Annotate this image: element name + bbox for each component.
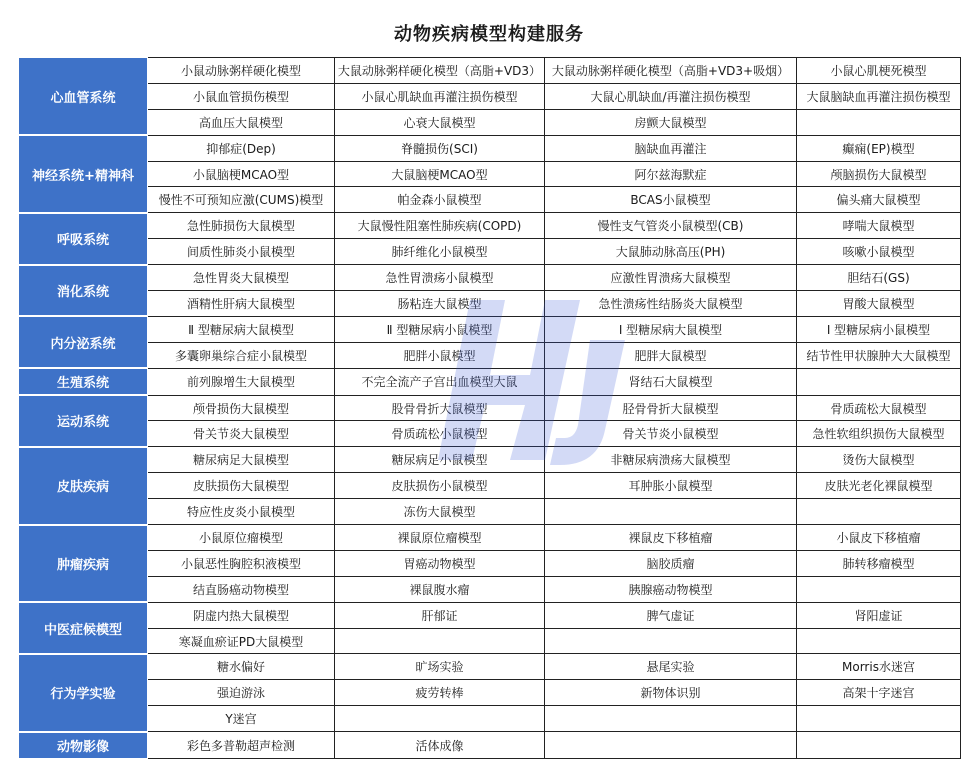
table-row [19,109,961,135]
model-cell: 脑胶质瘤 [545,550,797,576]
model-cell: 糖水偏好 [148,654,335,680]
model-cell: 脑缺血再灌注 [545,135,797,161]
model-cell: 皮肤损伤大鼠模型 [148,473,335,499]
model-cell: 肾阳虚证 [797,602,961,628]
model-cell: 非糖尿病溃疡大鼠模型 [545,447,797,473]
model-cell: 高血压大鼠模型 [148,109,335,135]
model-cell: 应激性胃溃疡大鼠模型 [545,265,797,291]
model-cell: 肺纤维化小鼠模型 [335,239,545,265]
model-cell: 寒凝血瘀证PD大鼠模型 [148,628,335,654]
table-row [19,499,961,525]
model-cell: 高架十字迷宫 [797,680,961,706]
category-cell: 神经系统+精神科 [19,135,148,213]
model-cell: 癫痫(EP)模型 [797,135,961,161]
table-row [19,187,961,213]
model-cell: 慢性支气管炎小鼠模型(CB) [545,213,797,239]
category-cell: 生殖系统 [19,368,148,395]
model-cell: 裸鼠腹水瘤 [335,576,545,602]
model-cell [545,628,797,654]
model-cell: 慢性不可预知应激(CUMS)模型 [148,187,335,213]
table-row [19,135,961,161]
model-cell: 胃酸大鼠模型 [797,291,961,317]
table-row [19,732,961,759]
model-cell: 偏头痛大鼠模型 [797,187,961,213]
model-cell: 悬尾实验 [545,654,797,680]
model-cell: 骨质疏松小鼠模型 [335,421,545,447]
model-cell: 急性溃疡性结肠炎大鼠模型 [545,291,797,317]
model-cell: 胫骨骨折大鼠模型 [545,395,797,421]
model-cell: 小鼠动脉粥样硬化模型 [148,58,335,84]
model-cell: 大鼠动脉粥样硬化模型（高脂+VD3+吸烟） [545,58,797,84]
category-cell: 肿瘤疾病 [19,525,148,603]
model-cell: 疲劳转棒 [335,680,545,706]
model-cell: 酒精性肝病大鼠模型 [148,291,335,317]
model-cell: Ⅰ 型糖尿病小鼠模型 [797,316,961,342]
model-cell: 小鼠血管损伤模型 [148,83,335,109]
model-cell [797,732,961,759]
model-cell: 咳嗽小鼠模型 [797,239,961,265]
model-cell: 颅骨损伤大鼠模型 [148,395,335,421]
model-cell: 彩色多普勒超声检测 [148,732,335,759]
model-cell: 小鼠脑梗MCAO型 [148,161,335,187]
model-cell: 心衰大鼠模型 [335,109,545,135]
table-row [19,239,961,265]
model-cell: 间质性肺炎小鼠模型 [148,239,335,265]
table-row [19,706,961,732]
model-cell: 大鼠动脉粥样硬化模型（高脂+VD3） [335,58,545,84]
model-cell [335,628,545,654]
model-cell: 结直肠癌动物模型 [148,576,335,602]
model-cell: 大鼠慢性阻塞性肺疾病(COPD) [335,213,545,239]
category-cell: 运动系统 [19,395,148,447]
model-cell: 糖尿病足大鼠模型 [148,447,335,473]
category-cell: 行为学实验 [19,654,148,732]
model-cell: 大鼠肺动脉高压(PH) [545,239,797,265]
page-title: 动物疾病模型构建服务 [394,24,584,45]
model-cell: 糖尿病足小鼠模型 [335,447,545,473]
model-cell: 颅脑损伤大鼠模型 [797,161,961,187]
category-cell: 呼吸系统 [19,213,148,265]
table-row [19,342,961,368]
model-cell: 结节性甲状腺肿大大鼠模型 [797,342,961,368]
services-table-body [19,58,961,759]
category-cell: 皮肤疾病 [19,447,148,525]
model-cell [545,706,797,732]
model-cell: 大鼠脑梗MCAO型 [335,161,545,187]
model-cell: 急性胃炎大鼠模型 [148,265,335,291]
model-cell [797,109,961,135]
model-cell: 特应性皮炎小鼠模型 [148,499,335,525]
services-table [18,57,961,760]
model-cell: 肾结石大鼠模型 [545,368,797,395]
model-cell: 活体成像 [335,732,545,759]
table-row [19,550,961,576]
table-row [19,161,961,187]
model-cell: 胆结石(GS) [797,265,961,291]
model-cell: Ⅱ 型糖尿病小鼠模型 [335,316,545,342]
table-row [19,654,961,680]
model-cell: 骨关节炎大鼠模型 [148,421,335,447]
table-row [19,576,961,602]
model-cell: 冻伤大鼠模型 [335,499,545,525]
model-cell: 急性肺损伤大鼠模型 [148,213,335,239]
model-cell: Y迷宫 [148,706,335,732]
model-cell: 胰腺癌动物模型 [545,576,797,602]
model-cell: 股骨骨折大鼠模型 [335,395,545,421]
model-cell: 肝郁证 [335,602,545,628]
model-cell: 烫伤大鼠模型 [797,447,961,473]
model-cell: 骨质疏松大鼠模型 [797,395,961,421]
model-cell: 皮肤光老化裸鼠模型 [797,473,961,499]
table-row [19,265,961,291]
model-cell: 急性软组织损伤大鼠模型 [797,421,961,447]
model-cell: 脾气虚证 [545,602,797,628]
category-cell: 动物影像 [19,732,148,759]
table-row [19,83,961,109]
model-cell: 哮喘大鼠模型 [797,213,961,239]
category-cell: 消化系统 [19,265,148,317]
model-cell: 皮肤损伤小鼠模型 [335,473,545,499]
model-cell: 裸鼠原位瘤模型 [335,525,545,551]
model-cell: Ⅰ 型糖尿病大鼠模型 [545,316,797,342]
model-cell: Morris水迷宫 [797,654,961,680]
model-cell: 大鼠心肌缺血/再灌注损伤模型 [545,83,797,109]
model-cell: 肥胖小鼠模型 [335,342,545,368]
model-cell: 抑郁症(Dep) [148,135,335,161]
model-cell: 骨关节炎小鼠模型 [545,421,797,447]
model-cell [797,628,961,654]
model-cell: 裸鼠皮下移植瘤 [545,525,797,551]
table-row [19,213,961,239]
model-cell [797,368,961,395]
model-cell [545,732,797,759]
table-row [19,447,961,473]
model-cell: 前列腺增生大鼠模型 [148,368,335,395]
model-cell [797,576,961,602]
table-row [19,421,961,447]
model-cell [335,706,545,732]
model-cell [545,499,797,525]
table-row [19,628,961,654]
table-row [19,316,961,342]
model-cell: 肠粘连大鼠模型 [335,291,545,317]
model-cell: 肺转移瘤模型 [797,550,961,576]
table-row [19,395,961,421]
model-cell [797,499,961,525]
category-cell: 中医症候模型 [19,602,148,654]
model-cell: 旷场实验 [335,654,545,680]
model-cell: 肥胖大鼠模型 [545,342,797,368]
model-cell: 房颤大鼠模型 [545,109,797,135]
table-row [19,473,961,499]
table-row [19,368,961,395]
model-cell [797,706,961,732]
model-cell: 阿尔兹海默症 [545,161,797,187]
services-table-container [18,57,960,760]
model-cell: 小鼠心肌缺血再灌注损伤模型 [335,83,545,109]
model-cell: 强迫游泳 [148,680,335,706]
category-cell: 心血管系统 [19,58,148,136]
model-cell: 小鼠心肌梗死模型 [797,58,961,84]
model-cell: 大鼠脑缺血再灌注损伤模型 [797,83,961,109]
model-cell: 不完全流产子宫出血模型大鼠 [335,368,545,395]
model-cell: BCAS小鼠模型 [545,187,797,213]
table-row [19,525,961,551]
model-cell: 胃癌动物模型 [335,550,545,576]
table-row [19,602,961,628]
table-row [19,58,961,84]
model-cell: 帕金森小鼠模型 [335,187,545,213]
model-cell: 急性胃溃疡小鼠模型 [335,265,545,291]
table-row [19,291,961,317]
model-cell: 脊髓损伤(SCI) [335,135,545,161]
model-cell: 小鼠皮下移植瘤 [797,525,961,551]
model-cell: 小鼠原位瘤模型 [148,525,335,551]
model-cell: 小鼠恶性胸腔积液模型 [148,550,335,576]
model-cell: 阴虚内热大鼠模型 [148,602,335,628]
model-cell: 新物体识别 [545,680,797,706]
model-cell: 多囊卵巢综合症小鼠模型 [148,342,335,368]
category-cell: 内分泌系统 [19,316,148,368]
table-row [19,680,961,706]
model-cell: Ⅱ 型糖尿病大鼠模型 [148,316,335,342]
model-cell: 耳肿胀小鼠模型 [545,473,797,499]
